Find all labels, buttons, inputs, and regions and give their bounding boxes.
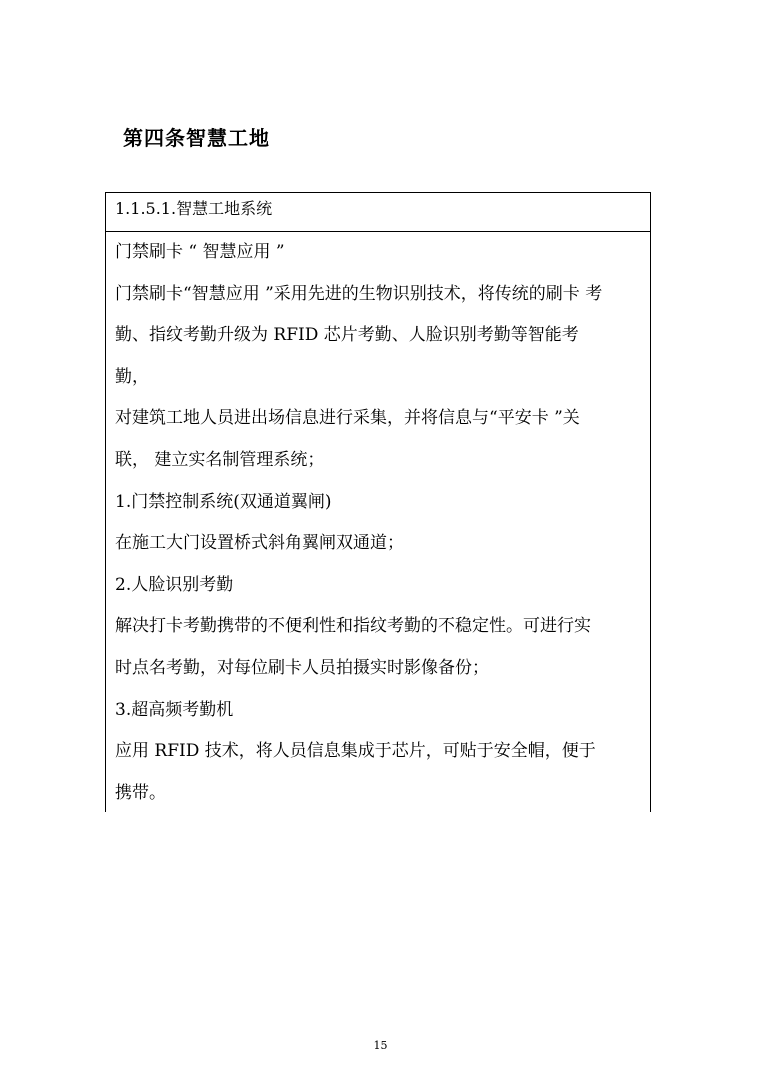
section-heading: 第四条智慧工地 <box>123 126 270 150</box>
table-line: 时点名考勤，对每位刷卡人员拍摄实时影像备份； <box>115 657 489 678</box>
table-line: 联， 建立实名制管理系统； <box>115 449 325 470</box>
content-table <box>105 192 651 812</box>
table-header: 1.1.5.1.智慧工地系统 <box>106 193 650 232</box>
table-line: 3.超高频考勤机 <box>115 699 234 720</box>
table-body <box>106 232 650 814</box>
table-line: 对建筑工地人员进出场信息进行采集，并将信息与“平安卡 ”关 <box>115 408 580 429</box>
table-line: 在施工大门设置桥式斜角翼闸双通道； <box>115 533 404 554</box>
table-line: 1.门禁控制系统(双通道翼闸) <box>115 491 332 512</box>
page-number: 15 <box>373 1039 388 1052</box>
table-line: 勤， <box>115 366 149 387</box>
table-line: 解决打卡考勤携带的不便利性和指纹考勤的不稳定性。可进行实 <box>115 616 591 637</box>
table-line: 门禁刷卡“智慧应用 ”采用先进的生物识别技术，将传统的刷卡 考 <box>115 283 603 304</box>
table-line: 门禁刷卡 “ 智慧应用 ” <box>115 242 285 262</box>
table-line: 应用 RFID 技术，将人员信息集成于芯片，可贴于安全帽，便于 <box>115 741 596 762</box>
table-line: 携带。 <box>115 782 166 803</box>
table-line: 勤、指纹考勤升级为 RFID 芯片考勤、人脸识别考勤等智能考 <box>115 325 579 346</box>
table-line: 2.人脸识别考勤 <box>115 574 234 595</box>
